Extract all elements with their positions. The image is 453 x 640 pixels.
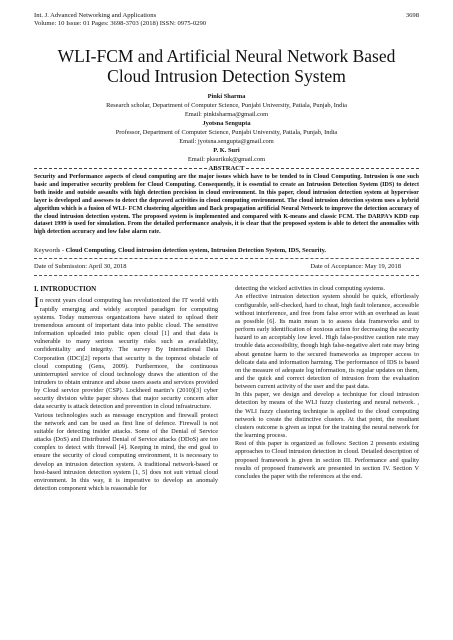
author-affiliation: Professor, Department of Computer Science, Punjabi University, Patiala, Punjab, India [115, 129, 338, 136]
abstract-text: Security and Performance aspects of cloud computing are the major issues which have to be tended to in Cloud Computing. Intrusion is one such basic and imperative security problem for Cloud Computing. Consequently, it is essential to create an Intrusion Detection System (IDS) to detect both inside and outside assaults with high detection precision in cloud environment. In this paper, cloud intrusion detection system at hypervisor layer is developed and assesses to detect the depraved activities in cloud computing environment. The cloud intrusion detection system uses a hybrid algorithm which is a fusion of WLI- FCM clustering algorithm and Back propagation artificial Neural Network to improve the detection accuracy of the cloud intrusion detection system. The proposed system is implemented and compared with K-means and classic FCM. The DARPA’s KDD cup dataset 1999 is used for simulation. From the detailed performance analysis, it is clear that the proposed system is able to detect the anomalies with high detection accuracy and low false alarm rate. [34, 174, 419, 236]
abstract-heading: ABSTRACT [208, 165, 245, 172]
running-header [34, 12, 419, 28]
journal-info [34, 12, 206, 28]
paragraph-text: n recent years cloud computing has revolutionized the IT world with rapidly emerging and widely accepted paradigm for computing systems. Today numerous organizations have stated to upload their tremendous amount of important data into public cloud. The sensitive information uploaded into public open cloud [1] and that data is vulnerable to many serious security risks such as availability, confidentiality and integrity. The survey By International Data Corporation (IDC)[2] reports that security is the topmost obstacle of cloud computing (Gens, 2009). Furthermore, the continuous uninterrupted service of cloud technology draws the attention of the intruders to obtain entrance and abuse users assets and services provided by Cloud service provider (CSP). Lockheed martin’s (2010)[3] cyber security division white paper shows that major security concern after data security is attack detection and prevention in cloud infrastructure. [34, 297, 218, 411]
page-number: 3698 [405, 12, 419, 19]
left-column [34, 285, 218, 493]
journal-volume: Volume: 10 Issue: 01 Pages: 3698-3703 (2018) ISSN: 0975-0290 [34, 20, 207, 27]
divider [34, 275, 419, 276]
author-name: Pinki Sharma [207, 93, 246, 100]
paragraph: Various technologies such as message encryption and firewall protect the network and can be used as first line of defence. Firewall is not suitable for detecting insider attacks. Some of the Denial of Service attacks (DoS) and Distributed Denial of Service attacks (DDoS) are too complex to detect with firewall [4]. Keeping in mind, the end goal to ensure the security of cloud computing environment, it is necessary to develop an intrusion detection system. A traditional network-based or host-based intrusion detection system [1, 5] does not suit virtual cloud environment. In this way, it is imperative to develop an anomaly detection component which is reasonable for [34, 411, 218, 492]
body-columns [34, 285, 419, 493]
keywords-text: Cloud Computing, Cloud intrusion detection system, Intrusion Detection System, IDS, Security. [65, 247, 327, 255]
drop-cap: I [34, 295, 39, 312]
author-name: P. K. Suri [213, 147, 240, 154]
divider [246, 168, 419, 169]
author-email: Email: jyotsna.sengupta@gmail.com [179, 138, 274, 145]
section-heading: I. INTRODUCTION [34, 285, 97, 294]
author-name: Jyotsna Sengupta [202, 120, 251, 127]
acceptance-date: Date of Acceptance: May 19, 2018 [310, 263, 401, 271]
paragraph: An effective intrusion detection system should be quick, effortlessly configurable, self-checked, hard to cheat, high fault tolerance, accessible without interference, and free from false error with an overhead as least as possible [6]. Its main mean is to assess data frameworks and to perform early identification of noxious action for decreasing the security hazard to an acceptably low level. High false-positive caution rate may trouble data accessibility, though high false-negative alert rate may bring about genuine harm to the secured frameworks as improper access to delicate data and information harming. The performance of IDS is based on the measure of adequate log information, its regular updates on them, and the quick and correct detection of intrusion from the evaluation between current activity of the user and the past data. [235, 293, 419, 391]
divider [34, 168, 207, 169]
keywords-label: Keywords - [34, 247, 66, 255]
title-line-2: Cloud Intrusion Detection System [107, 66, 346, 86]
dates-row [34, 263, 419, 271]
right-column [235, 285, 419, 493]
paragraph [34, 297, 218, 411]
submission-date: Date of Submission: April 30, 2018 [34, 263, 127, 271]
journal-name: Int. J. Advanced Networking and Applications [34, 12, 157, 19]
title-line-1: WLI-FCM and Artificial Neural Network Based [57, 46, 396, 66]
paper-title [34, 46, 419, 86]
paragraph: Rest of this paper is organized as follows: Section 2 presents existing approaches to Cloud intrusion detection in cloud. Detailed description of proposed framework is given in section III. Performance and quality results of proposed framework are presented in section IV. Section V concludes the paper with the references at the end. [235, 440, 419, 480]
author-email: Email: pinkisharma@gmail.com [184, 111, 269, 118]
author-block [34, 92, 419, 164]
abstract-heading-row [34, 165, 419, 172]
paragraph: In this paper, we design and develop a technique for cloud intrusion detection by means of the WLI fuzzy clustering and neural network. , the WLI fuzzy clustering technique is applied to the cloud computing network to create the distinctive clusters. At that point, the resultant clusters outcome is given as input for the training the neural network for the learning process. [235, 391, 419, 440]
paragraph: detecting the wicked activities in cloud computing systems. [235, 285, 386, 293]
divider [34, 258, 419, 259]
keywords [34, 247, 419, 255]
author-email: Email: pksurikuk@gmail.com [187, 156, 266, 163]
author-affiliation: Research scholar, Department of Computer Science, Punjabi University, Patiala, Punjab, India [106, 102, 347, 109]
